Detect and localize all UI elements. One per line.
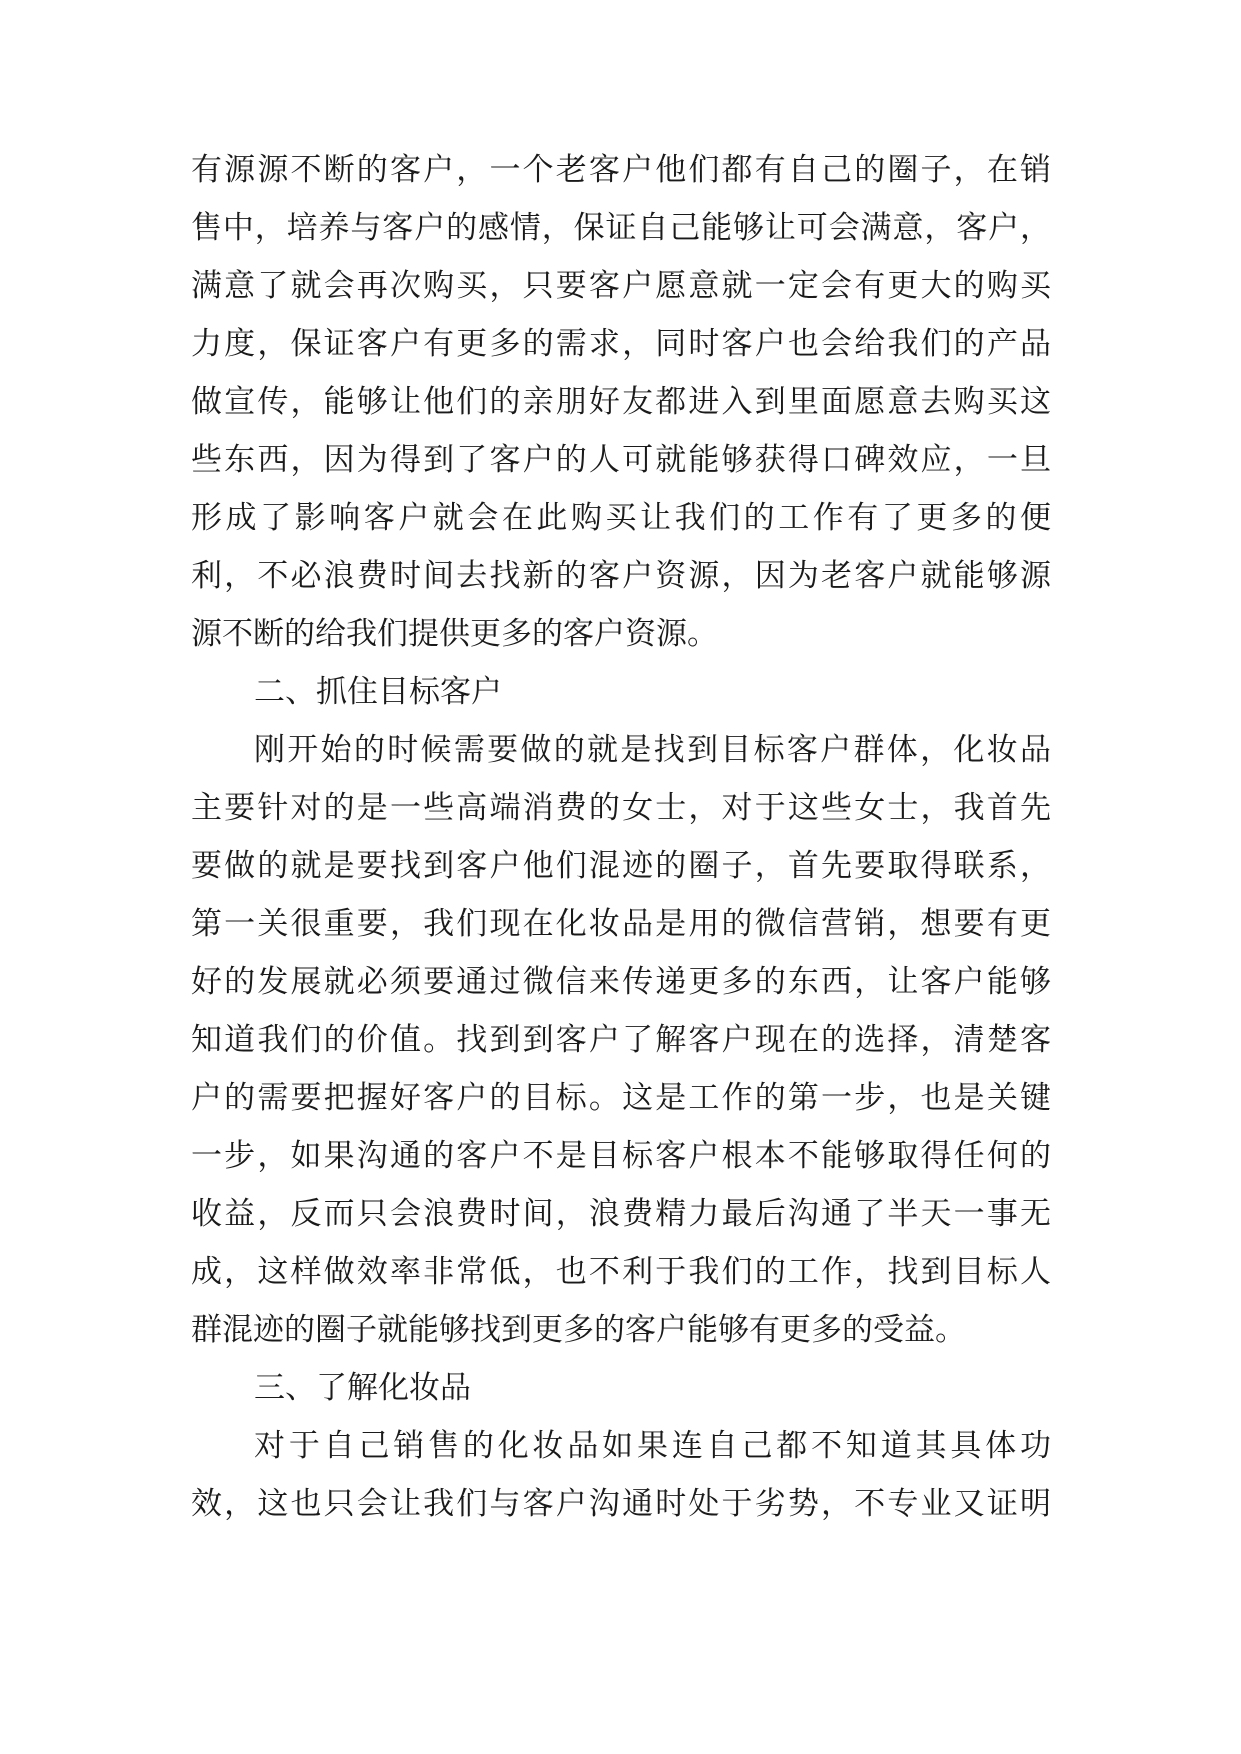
paragraph-line: 满意了就会再次购买，只要客户愿意就一定会有更大的购买 (191, 268, 1051, 304)
paragraph-line: 群混迹的圈子就能够找到更多的客户能够有更多的受益。 (191, 1312, 966, 1348)
paragraph-line: 一步，如果沟通的客户不是目标客户根本不能够取得任何的 (191, 1138, 1051, 1174)
paragraph-line: 些东西，因为得到了客户的人可就能够获得口碑效应，一旦 (191, 442, 1051, 478)
paragraph-line: 知道我们的价值。找到到客户了解客户现在的选择，清楚客 (191, 1022, 1051, 1058)
paragraph-line: 力度，保证客户有更多的需求，同时客户也会给我们的产品 (191, 326, 1051, 362)
paragraph-line: 刚开始的时候需要做的就是找到目标客户群体，化妆品 (254, 732, 1051, 768)
paragraph-line: 做宣传，能够让他们的亲朋好友都进入到里面愿意去购买这 (191, 384, 1051, 420)
paragraph-line: 形成了影响客户就会在此购买让我们的工作有了更多的便 (191, 500, 1051, 536)
paragraph-line: 利，不必浪费时间去找新的客户资源，因为老客户就能够源 (191, 558, 1051, 594)
paragraph-line: 售中，培养与客户的感情，保证自己能够让可会满意，客户， (191, 210, 1051, 246)
paragraph-line: 对于自己销售的化妆品如果连自己都不知道其具体功 (254, 1428, 1051, 1464)
section-heading: 二、抓住目标客户 (254, 674, 502, 710)
paragraph-line: 效，这也只会让我们与客户沟通时处于劣势，不专业又证明 (191, 1486, 1051, 1522)
paragraph-line: 收益，反而只会浪费时间，浪费精力最后沟通了半天一事无 (191, 1196, 1051, 1232)
section-heading: 三、了解化妆品 (254, 1370, 471, 1406)
paragraph-line: 源不断的给我们提供更多的客户资源。 (191, 616, 718, 652)
paragraph-line: 成，这样做效率非常低，也不利于我们的工作，找到目标人 (191, 1254, 1051, 1290)
paragraph-line: 主要针对的是一些高端消费的女士，对于这些女士，我首先 (191, 790, 1051, 826)
paragraph-line: 要做的就是要找到客户他们混迹的圈子，首先要取得联系， (191, 848, 1051, 884)
paragraph-line: 户的需要把握好客户的目标。这是工作的第一步，也是关键 (191, 1080, 1051, 1116)
paragraph-line: 第一关很重要，我们现在化妆品是用的微信营销，想要有更 (191, 906, 1051, 942)
paragraph-line: 好的发展就必须要通过微信来传递更多的东西，让客户能够 (191, 964, 1051, 1000)
paragraph-line: 有源源不断的客户，一个老客户他们都有自己的圈子，在销 (191, 152, 1051, 188)
